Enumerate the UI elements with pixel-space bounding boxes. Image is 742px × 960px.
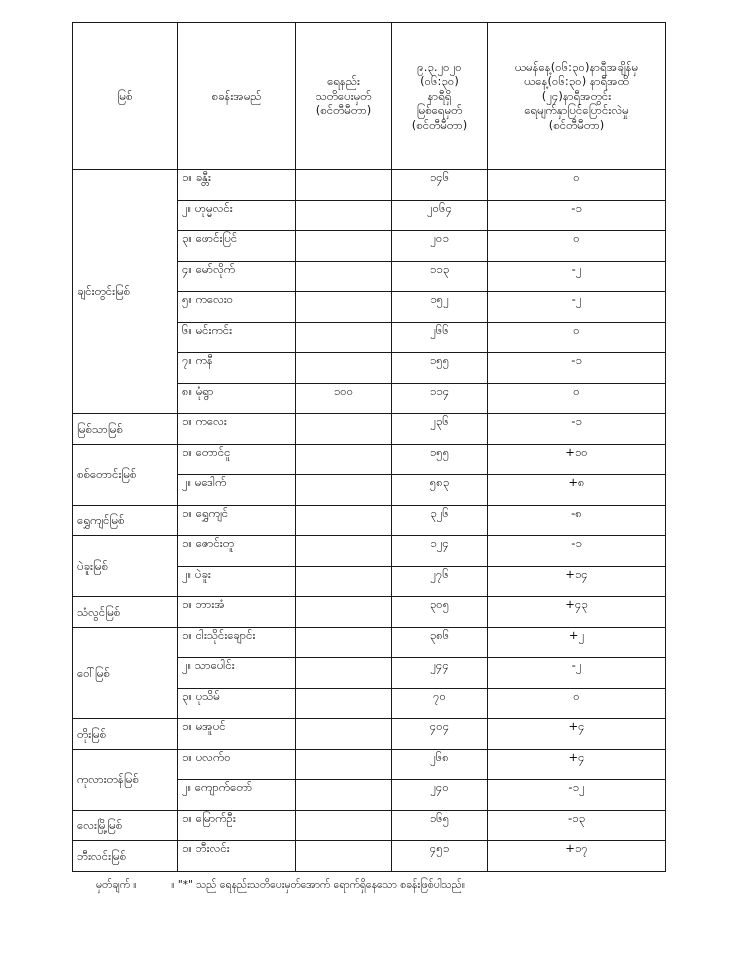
danger-level-cell xyxy=(296,231,392,262)
table-body xyxy=(73,170,666,872)
water-level-cell: ၃၈၆ xyxy=(392,627,488,658)
level-change-cell: +၁၀ xyxy=(488,444,666,475)
water-level-cell: ၁၄၆ xyxy=(392,170,488,201)
river-name-cell: ဘီးလင်းမြစ် xyxy=(73,841,178,872)
table-row xyxy=(73,749,666,780)
river-name-cell: စစ်တောင်းမြစ် xyxy=(73,444,178,505)
station-name-cell: ၂။ ပဲခူး xyxy=(178,566,296,597)
danger-level-cell xyxy=(296,353,392,384)
water-level-cell: ၃၀၅ xyxy=(392,597,488,628)
water-level-cell: ၂၃၆ xyxy=(392,414,488,445)
water-level-cell: ၂၄၄ xyxy=(392,658,488,689)
danger-level-cell xyxy=(296,658,392,689)
table-row xyxy=(73,444,666,475)
level-change-cell: -၁၂ xyxy=(488,780,666,811)
water-level-cell: ၁၁၃ xyxy=(392,261,488,292)
danger-level-cell xyxy=(296,627,392,658)
river-name-cell: ကုလားတန်မြစ် xyxy=(73,749,178,810)
table-row xyxy=(73,627,666,658)
station-name-cell: ၁။ မြောက်ဦး xyxy=(178,810,296,841)
water-level-cell: ၁၂၄ xyxy=(392,536,488,567)
header-row xyxy=(73,23,666,170)
level-change-cell: -၈ xyxy=(488,505,666,536)
water-level-cell: ၂၆၆ xyxy=(392,322,488,353)
station-name-cell: ၁။ တောင်ငူ xyxy=(178,444,296,475)
level-change-cell: -၂ xyxy=(488,658,666,689)
danger-level-cell xyxy=(296,841,392,872)
river-name-cell: ရွှေကျင်မြစ် xyxy=(73,505,178,536)
river-name-cell: ပဲခူးမြစ် xyxy=(73,536,178,597)
danger-level-cell xyxy=(296,719,392,750)
station-name-cell: ၃။ ဖောင်းပြင် xyxy=(178,231,296,262)
station-name-cell: ၈။ မုံရွာ xyxy=(178,383,296,414)
danger-level-cell xyxy=(296,566,392,597)
water-level-cell: ၇၀ xyxy=(392,688,488,719)
level-change-cell: ၀ xyxy=(488,322,666,353)
danger-level-cell xyxy=(296,505,392,536)
footnote-text: ။ "*" သည် ရေနည်းသတိပေးမှတ်အောက် ရောက်ရှိနေသော စခန်းဖြစ်ပါသည်။ xyxy=(171,879,465,891)
table-row xyxy=(73,841,666,872)
water-level-cell: ၂၀၁ xyxy=(392,231,488,262)
level-change-cell: -၁ xyxy=(488,414,666,445)
station-name-cell: ၁။ ဇောင်းတူ xyxy=(178,536,296,567)
danger-level-cell xyxy=(296,749,392,780)
station-name-cell: ၆။ မင်းကင်း xyxy=(178,322,296,353)
station-name-cell: ၁။ ခန္တီး xyxy=(178,170,296,201)
level-change-cell: -၁ xyxy=(488,536,666,567)
station-name-cell: ၂။ မဒေါက် xyxy=(178,475,296,506)
water-level-cell: ၁၅၅ xyxy=(392,353,488,384)
danger-level-cell xyxy=(296,536,392,567)
danger-level-cell xyxy=(296,261,392,292)
water-level-cell: ၁၆၅ xyxy=(392,810,488,841)
danger-level-cell xyxy=(296,414,392,445)
station-name-cell: ၁။ ဘားအံ xyxy=(178,597,296,628)
table-row xyxy=(73,810,666,841)
river-level-table xyxy=(72,22,666,872)
river-name-cell: ချင်းတွင်းမြစ် xyxy=(73,170,178,414)
station-name-cell: ၄။ မော်လိုက် xyxy=(178,261,296,292)
station-name-cell: ၃။ ပုသိမ် xyxy=(178,688,296,719)
water-level-cell: ၂၇၆ xyxy=(392,566,488,597)
water-level-cell: ၅၈၃ xyxy=(392,475,488,506)
level-change-cell: +၄၃ xyxy=(488,597,666,628)
header-danger-level: ရေနည်း သတိပေးမှတ် (စင်တီမီတာ) xyxy=(296,23,392,170)
level-change-cell: +၈ xyxy=(488,475,666,506)
water-level-cell: ၁၅၅ xyxy=(392,444,488,475)
water-level-cell: ၂၀၆၄ xyxy=(392,200,488,231)
level-change-cell: -၁ xyxy=(488,200,666,231)
header-river: မြစ် xyxy=(73,23,178,170)
station-name-cell: ၇။ ကနီ xyxy=(178,353,296,384)
water-level-cell: ၃၂၆ xyxy=(392,505,488,536)
danger-level-cell xyxy=(296,475,392,506)
water-level-cell: ၄၀၄ xyxy=(392,719,488,750)
danger-level-cell xyxy=(296,322,392,353)
level-change-cell: -၂ xyxy=(488,261,666,292)
water-level-cell: ၄၅၁ xyxy=(392,841,488,872)
station-name-cell: ၁။ ကလေး xyxy=(178,414,296,445)
station-name-cell: ၁။ မအူပင် xyxy=(178,719,296,750)
river-name-cell: ဝေါ်မြစ် xyxy=(73,627,178,719)
station-name-cell: ၅။ ကလေးဝ xyxy=(178,292,296,323)
level-change-cell: +၁၄ xyxy=(488,566,666,597)
level-change-cell: +၄ xyxy=(488,719,666,750)
table-row xyxy=(73,505,666,536)
table-row xyxy=(73,597,666,628)
level-change-cell: ၀ xyxy=(488,688,666,719)
danger-level-cell: ၁၀၀ xyxy=(296,383,392,414)
river-name-cell: လေးမြို့မြစ် xyxy=(73,810,178,841)
station-name-cell: ၂။ သာပေါင်း xyxy=(178,658,296,689)
station-name-cell: ၁။ ရွှေကျင် xyxy=(178,505,296,536)
danger-level-cell xyxy=(296,597,392,628)
danger-level-cell xyxy=(296,780,392,811)
water-level-cell: ၂၄၀ xyxy=(392,780,488,811)
river-name-cell: မြစ်သာမြစ် xyxy=(73,414,178,445)
header-water-level: ၉.၃.၂၀၂၀ (၀၆:၃၀) နာရီရှိ မြစ်ရေမှတ် (စင်တီမီတာ) xyxy=(392,23,488,170)
table-row xyxy=(73,536,666,567)
level-change-cell: ၀ xyxy=(488,383,666,414)
level-change-cell: +၄ xyxy=(488,749,666,780)
danger-level-cell xyxy=(296,444,392,475)
level-change-cell: ၀ xyxy=(488,231,666,262)
station-name-cell: ၁။ ဘီးလင်း xyxy=(178,841,296,872)
river-name-cell: သံလွင်မြစ် xyxy=(73,597,178,628)
table-row xyxy=(73,719,666,750)
table-row xyxy=(73,170,666,201)
danger-level-cell xyxy=(296,200,392,231)
level-change-cell: -၁၃ xyxy=(488,810,666,841)
header-station: စခန်းအမည် xyxy=(178,23,296,170)
water-level-cell: ၂၆၈ xyxy=(392,749,488,780)
table-row xyxy=(73,414,666,445)
water-level-cell: ၁၅၂ xyxy=(392,292,488,323)
danger-level-cell xyxy=(296,292,392,323)
river-name-cell: တိုးမြစ် xyxy=(73,719,178,750)
footnote-label: မှတ်ချက် ။ xyxy=(96,879,137,891)
danger-level-cell xyxy=(296,810,392,841)
footnote xyxy=(96,879,465,894)
level-change-cell: -၂ xyxy=(488,292,666,323)
station-name-cell: ၁။ ငါးသိုင်းချောင်း xyxy=(178,627,296,658)
danger-level-cell xyxy=(296,170,392,201)
danger-level-cell xyxy=(296,688,392,719)
water-level-cell: ၁၁၄ xyxy=(392,383,488,414)
level-change-cell: ၀ xyxy=(488,170,666,201)
level-change-cell: -၁ xyxy=(488,353,666,384)
header-24h-change: ယမန်နေ့(၀၆:၃၀)နာရီအချိန်မှ ယနေ့(၀၆:၃၀) နာရီအထိ (၂၄)နာရီအတွင်း ရေမျက်နှာပြင်ပြောင်းလဲမှု (စင်တီမီတာ) xyxy=(488,23,666,170)
level-change-cell: +၂ xyxy=(488,627,666,658)
station-name-cell: ၂။ ကျောက်တော် xyxy=(178,780,296,811)
station-name-cell: ၁။ ပလက်ဝ xyxy=(178,749,296,780)
level-change-cell: +၁၇ xyxy=(488,841,666,872)
station-name-cell: ၂။ ဟုမ္မလင်း xyxy=(178,200,296,231)
